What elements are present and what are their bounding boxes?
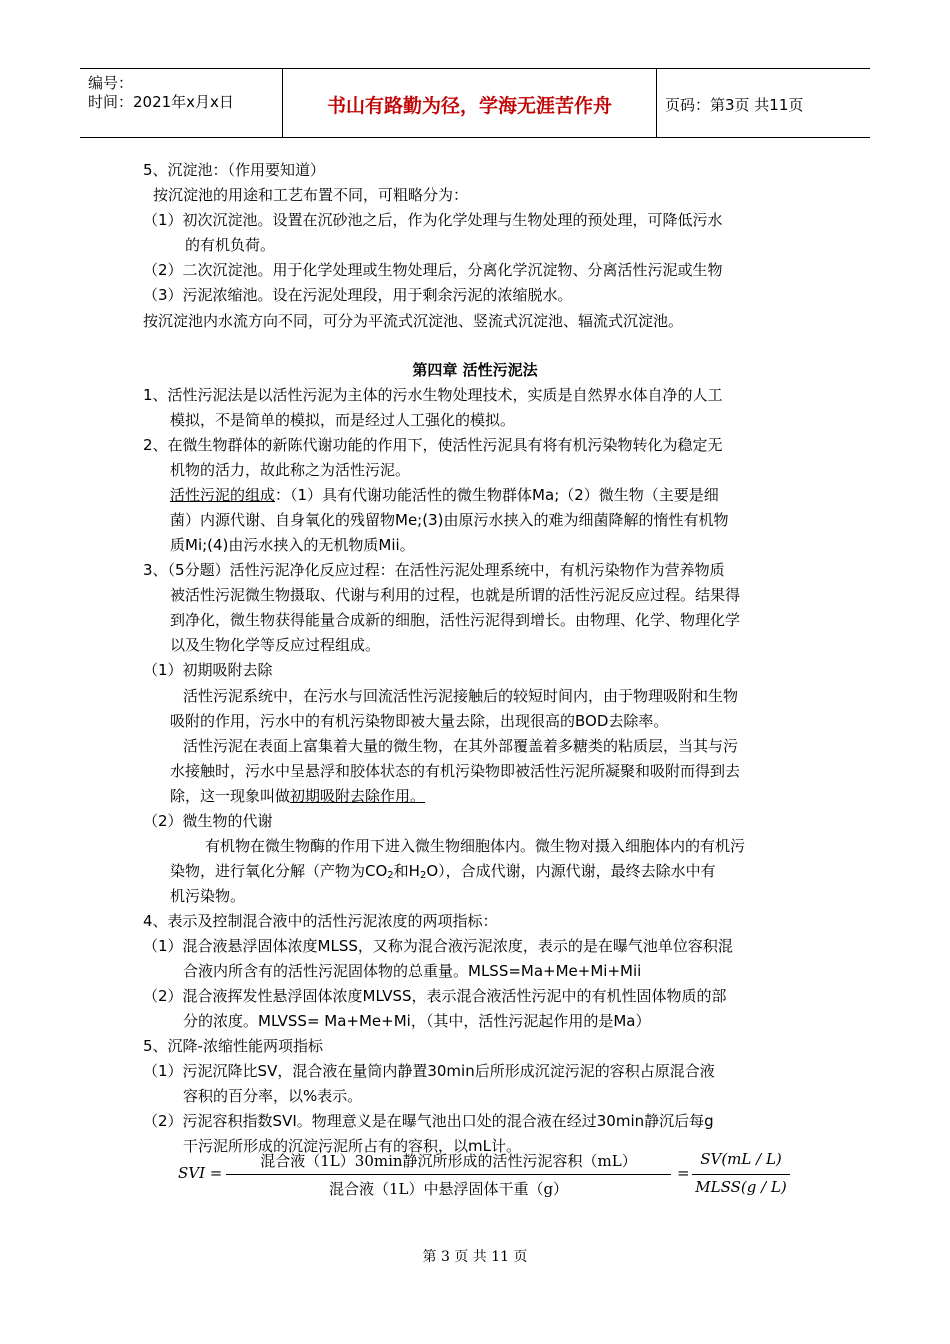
paragraph-line: 的有机负荷。	[185, 236, 276, 254]
paragraph-line: （2）微生物的代谢	[143, 812, 273, 830]
paragraph-line: 模拟，不是简单的模拟，而是经过人工强化的模拟。	[170, 411, 516, 429]
formula-denominator-2: MLSS(g / L)	[695, 1178, 787, 1196]
page-header	[80, 68, 870, 138]
paragraph-line: 按沉淀池内水流方向不同，可分为平流式沉淀池、竖流式沉淀池、辐流式沉淀池。	[143, 312, 684, 330]
paragraph-line: （1）初期吸附去除	[143, 661, 273, 679]
formula-numerator-2: SV(mL / L)	[700, 1150, 782, 1168]
doc-date: 时间：2021年x月x日	[88, 93, 234, 111]
doc-number-label: 编号：	[88, 74, 134, 92]
paragraph-line: 3、（5分题）活性污泥净化反应过程：在活性污泥处理系统中，有机污染物作为营养物质	[143, 561, 725, 579]
paragraph-line: 5、沉淀池：（作用要知道）	[143, 161, 326, 179]
paragraph-line: 机污染物。	[170, 887, 246, 905]
paragraph-line: 染物，进行氧化分解（产物为$CO_2$和$H_2O$），合成代谢，内源代谢，最终去除水中有	[170, 862, 716, 881]
paragraph-line: （3）污泥浓缩池。设在污泥处理段，用于剩余污泥的浓缩脱水。	[143, 286, 573, 304]
header-right-cell	[657, 69, 870, 137]
svi-formula	[178, 1150, 798, 1202]
paragraph-line: 质Mi;(4)由污水挟入的无机物质Mii。	[170, 536, 415, 554]
paragraph-line: 机物的活力，故此称之为活性污泥。	[170, 461, 411, 479]
formula-equals: =	[677, 1164, 690, 1182]
paragraph-line: 活性污泥的组成：（1）具有代谢功能活性的微生物群体Ma;（2）微生物（主要是细	[170, 486, 719, 504]
paragraph-line: 合液内所含有的活性污泥固体物的总重量。MLSS=Ma+Me+Mi+Mii	[183, 962, 642, 980]
paragraph-line: 到净化，微生物获得能量合成新的细胞，活性污泥得到增长。由物理、化学、物理化学	[170, 611, 741, 629]
paragraph-line: 5、沉降-浓缩性能两项指标	[143, 1037, 323, 1055]
paragraph-line: 活性污泥在表面上富集着大量的微生物，在其外部覆盖着多糖类的粘质层，当其与污	[183, 737, 739, 755]
paragraph-line: （2）污泥容积指数SVI。物理意义是在曝气池出口处的混合液在经过30min静沉后每g	[143, 1112, 714, 1130]
underlined-term: 初期吸附去除作用。	[290, 787, 426, 805]
paragraph-line: （2）二次沉淀池。用于化学处理或生物处理后，分离化学沉淀物、分离活性污泥或生物	[143, 261, 723, 279]
paragraph-line: 2、在微生物群体的新陈代谢功能的作用下，使活性污泥具有将有机污染物转化为稳定无	[143, 436, 723, 454]
paragraph-line: 分的浓度。MLVSS= Ma+Me+Mi，（其中，活性污泥起作用的是Ma）	[183, 1012, 651, 1030]
paragraph-line: 除，这一现象叫做初期吸附去除作用。	[170, 787, 426, 805]
header-motto: 书山有路勤为径，学海无涯苦作舟	[326, 95, 612, 117]
paragraph-line: 以及生物化学等反应过程组成。	[170, 636, 381, 654]
formula-numerator: 混合液（1L）30min静沉所形成的活性污泥容积（mL）	[260, 1152, 637, 1170]
paragraph-line: 被活性污泥微生物摄取、代谢与利用的过程，也就是所谓的活性污泥反应过程。结果得	[170, 586, 741, 604]
header-page-info: 页码：第3页 共11页	[665, 96, 804, 114]
formula-denominator: 混合液（1L）中悬浮固体干重（g）	[328, 1180, 569, 1198]
header-left-cell	[80, 69, 282, 137]
formula-lhs: SVI =	[178, 1164, 223, 1182]
paragraph-line: （1）初次沉淀池。设置在沉砂池之后，作为化学处理与生物处理的预处理，可降低污水	[143, 211, 723, 229]
paragraph-line: 有机物在微生物酶的作用下进入微生物细胞体内。微生物对摄入细胞体内的有机污	[205, 837, 746, 855]
paragraph-line: （1）混合液悬浮固体浓度MLSS，又称为混合液污泥浓度，表示的是在曝气池单位容积混	[143, 937, 733, 955]
header-center-cell	[282, 69, 657, 137]
paragraph-line: （2）混合液挥发性悬浮固体浓度MLVSS，表示混合液活性污泥中的有机性固体物质的部	[143, 987, 727, 1005]
paragraph-line: 吸附的作用，污水中的有机污染物即被大量去除，出现很高的BOD去除率。	[170, 712, 669, 730]
paragraph-line: 容积的百分率，以%表示。	[183, 1087, 363, 1105]
paragraph-line: 1、活性污泥法是以活性污泥为主体的污水生物处理技术，实质是自然界水体自净的人工	[143, 386, 723, 404]
paragraph-line: 活性污泥系统中，在污水与回流活性污泥接触后的较短时间内，由于物理吸附和生物	[183, 687, 739, 705]
paragraph-line: 菌）内源代谢、自身氧化的残留物Me;(3)由原污水挟入的难为细菌降解的惰性有机物	[170, 511, 729, 529]
page-footer: 第 3 页 共 11 页	[422, 1249, 528, 1265]
fraction-bar	[226, 1174, 671, 1175]
paragraph-line: 干污泥所形成的沉淀污泥所占有的容积，以mL计。	[183, 1137, 521, 1155]
fraction-bar	[692, 1174, 790, 1175]
underlined-term: 活性污泥的组成	[170, 486, 276, 504]
paragraph-line: 4、表示及控制混合液中的活性污泥浓度的两项指标：	[143, 912, 498, 930]
paragraph-line: 按沉淀池的用途和工艺布置不同，可粗略分为：	[153, 186, 469, 204]
paragraph-line: （1）污泥沉降比SV，混合液在量筒内静置30min后所形成沉淀污泥的容积占原混合液	[143, 1062, 715, 1080]
paragraph-line: 水接触时，污水中呈悬浮和胶体状态的有机污染物即被活性污泥所凝聚和吸附而得到去	[170, 762, 741, 780]
chapter-title: 第四章 活性污泥法	[412, 361, 538, 379]
